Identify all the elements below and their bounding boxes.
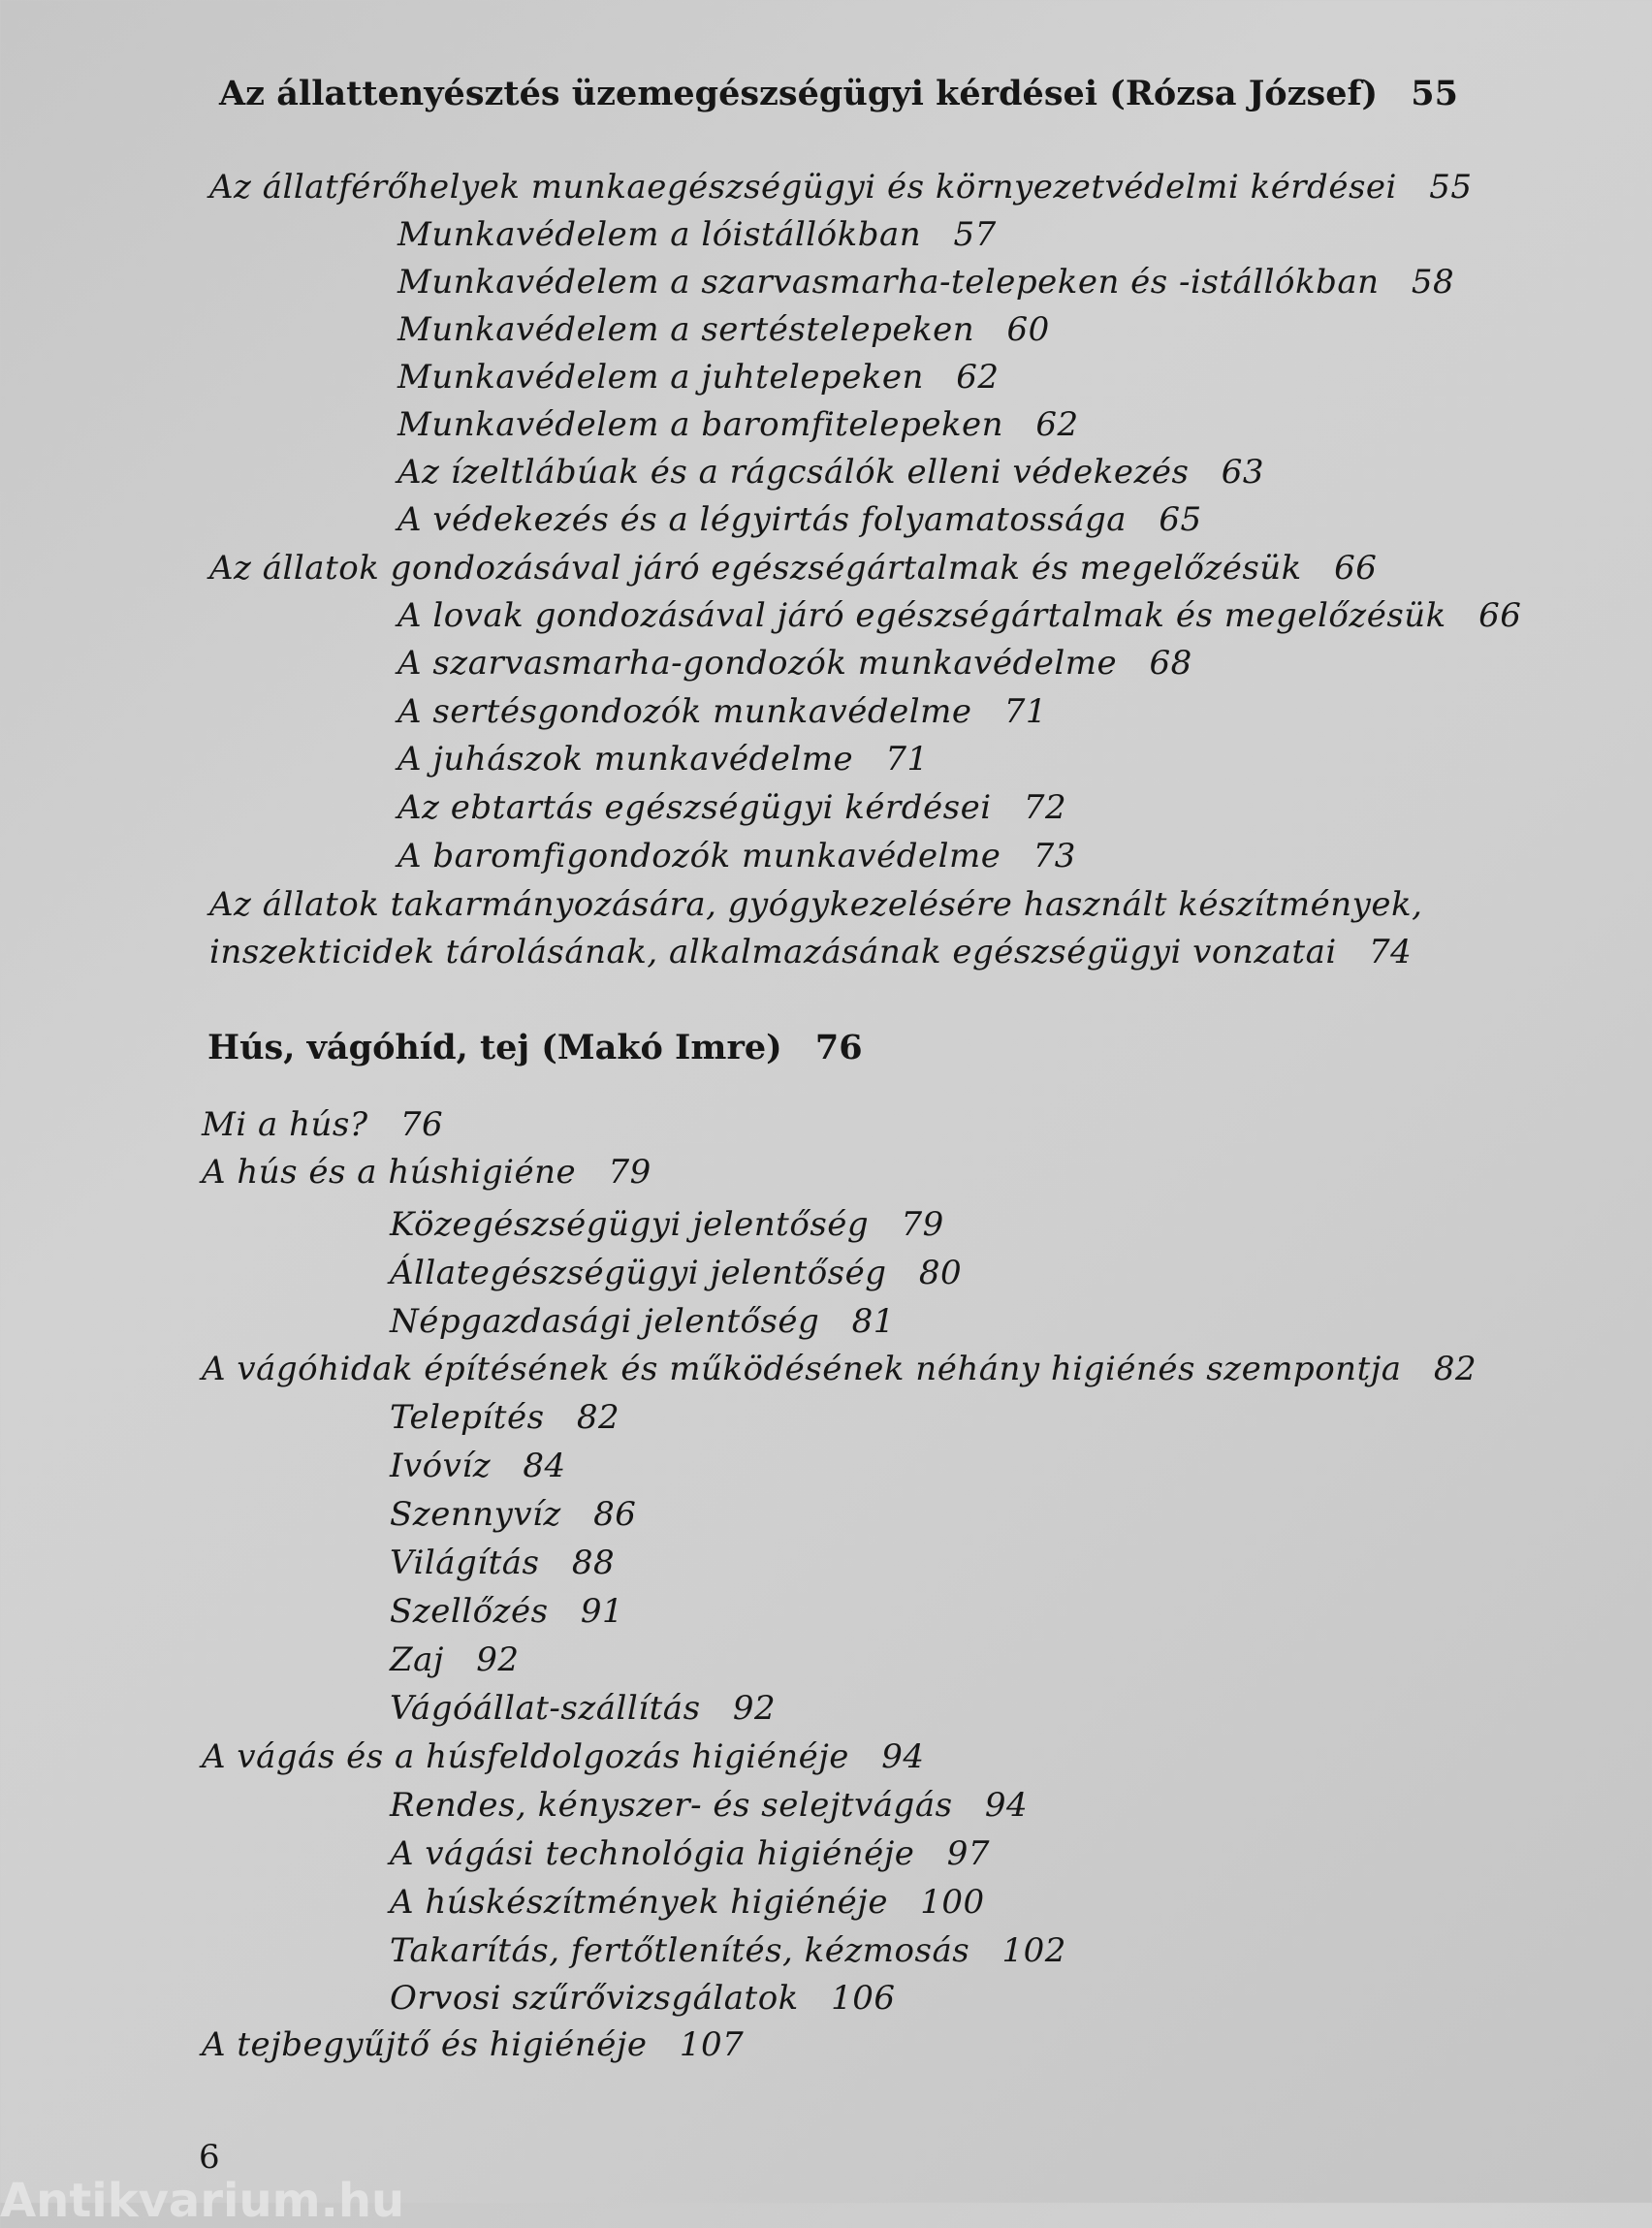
toc-entry-page: 55 bbox=[1429, 168, 1473, 207]
toc-entry bbox=[209, 549, 1377, 588]
toc-entry-text: inszekticidek tárolásának, alkalmazásának egészségügyi vonzatai bbox=[209, 933, 1337, 971]
toc-entry-page: 94 bbox=[984, 1786, 1029, 1825]
toc-entry-text: Rendes, kényszer- és selejtvágás bbox=[390, 1786, 953, 1825]
toc-entry-text: Az állatok takarmányozására, gyógykezelésére használt készítmények, bbox=[209, 885, 1423, 924]
toc-entry-text: Közegészségügyi jelentőség bbox=[390, 1205, 870, 1244]
page-number: 6 bbox=[199, 2138, 220, 2177]
toc-entry-page: 100 bbox=[920, 1883, 985, 1922]
toc-entry-text: A védekezés és a légyirtás folyamatossága bbox=[397, 500, 1128, 539]
toc-entry-text: Mi a hús? bbox=[202, 1105, 368, 1144]
toc-entry bbox=[202, 1350, 1477, 1388]
toc-entry-text: Munkavédelem a lóistállókban bbox=[397, 215, 922, 254]
toc-entry-page: 68 bbox=[1149, 644, 1192, 683]
toc-entry-text: Telepítés bbox=[390, 1398, 545, 1437]
section-page-number: 76 bbox=[814, 1028, 863, 1067]
toc-entry-text: A juhászok munkavédelme bbox=[397, 740, 854, 779]
toc-entry-text: A baromfigondozók munkavédelme bbox=[397, 837, 1001, 875]
toc-entry-page: 58 bbox=[1411, 263, 1455, 302]
section-title bbox=[207, 1028, 863, 1067]
toc-entry-text: A vágási technológia higiénéje bbox=[390, 1834, 915, 1873]
toc-entry bbox=[397, 644, 1192, 683]
toc-entry-text: Világítás bbox=[390, 1544, 540, 1582]
toc-entry bbox=[397, 788, 1066, 827]
toc-entry bbox=[397, 453, 1264, 492]
toc-entry-text: Szennyvíz bbox=[390, 1495, 561, 1534]
toc-entry-page: 92 bbox=[476, 1640, 520, 1679]
toc-entry-text: Vágóállat-szállítás bbox=[390, 1689, 701, 1728]
toc-entry-text: A hús és a húshigiéne bbox=[202, 1153, 577, 1192]
toc-entry bbox=[390, 1302, 895, 1341]
toc-entry-page: 72 bbox=[1023, 788, 1067, 827]
toc-entry-page: 73 bbox=[1032, 837, 1076, 875]
toc-entry-page: 79 bbox=[901, 1205, 944, 1244]
section-page-number: 55 bbox=[1411, 74, 1458, 113]
toc-entry-page: 82 bbox=[1433, 1350, 1477, 1388]
toc-entry-text: A vágás és a húsfeldolgozás higiénéje bbox=[202, 1737, 849, 1776]
section-title-text: Hús, vágóhíd, tej (Makó Imre) bbox=[207, 1028, 782, 1067]
toc-entry bbox=[397, 358, 1000, 397]
toc-entry bbox=[390, 1689, 776, 1728]
toc-entry-text: Az ízeltlábúak és a rágcsálók elleni védekezés bbox=[397, 453, 1190, 492]
toc-entry-page: 74 bbox=[1369, 933, 1413, 971]
toc-entry bbox=[390, 1640, 520, 1679]
toc-entry-text: Zaj bbox=[390, 1640, 444, 1679]
toc-entry-text: Orvosi szűrővizsgálatok bbox=[390, 1979, 799, 2018]
toc-entry bbox=[397, 215, 997, 254]
toc-entry-page: 102 bbox=[1001, 1931, 1066, 1970]
toc-entry-text: Munkavédelem a juhtelepeken bbox=[397, 358, 924, 397]
toc-entry bbox=[390, 1495, 636, 1534]
toc-entry bbox=[202, 2025, 744, 2064]
toc-entry-text: Az ebtartás egészségügyi kérdései bbox=[397, 788, 992, 827]
toc-entry-page: 106 bbox=[831, 1979, 896, 2018]
toc-entry-text: A vágóhidak építésének és működésének néhány higiénés szempontja bbox=[202, 1350, 1402, 1388]
toc-entry-page: 63 bbox=[1221, 453, 1265, 492]
toc-entry bbox=[209, 168, 1472, 207]
toc-entry-text: Munkavédelem a baromfitelepeken bbox=[397, 405, 1004, 444]
toc-entry-text: Munkavédelem a szarvasmarha-telepeken és -istállókban bbox=[397, 263, 1380, 302]
toc-entry-text: Munkavédelem a sertéstelepeken bbox=[397, 310, 975, 349]
toc-entry bbox=[397, 596, 1521, 635]
section-title-text: Az állattenyésztés üzemegészségügyi kérdései (Rózsa József) bbox=[219, 74, 1379, 113]
toc-entry-page: 80 bbox=[918, 1254, 963, 1292]
toc-entry-page: 79 bbox=[608, 1153, 651, 1192]
toc-entry-text: Népgazdasági jelentőség bbox=[390, 1302, 820, 1341]
toc-entry bbox=[390, 1592, 623, 1631]
toc-entry-page: 65 bbox=[1159, 500, 1202, 539]
toc-entry-text: Az állatok gondozásával járó egészségártalmak és megelőzésük bbox=[209, 549, 1302, 588]
toc-entry-text: Ivóvíz bbox=[390, 1447, 492, 1485]
toc-entry bbox=[390, 1544, 615, 1582]
toc-entry-page: 66 bbox=[1334, 549, 1378, 588]
toc-entry-text: A húskészítmények higiénéje bbox=[390, 1883, 888, 1922]
toc-entry bbox=[202, 1153, 651, 1192]
toc-entry-page: 62 bbox=[956, 358, 1000, 397]
toc-entry-page: 107 bbox=[679, 2025, 745, 2064]
toc-entry bbox=[390, 1834, 990, 1873]
watermark-logo: Antikvarium.hu bbox=[0, 2174, 405, 2228]
toc-entry bbox=[209, 885, 1422, 924]
toc-entry-page: 66 bbox=[1478, 596, 1522, 635]
toc-entry-page: 81 bbox=[851, 1302, 895, 1341]
toc-entry bbox=[390, 1786, 1028, 1825]
toc-entry-text: A szarvasmarha-gondozók munkavédelme bbox=[397, 644, 1118, 683]
toc-entry-page: 91 bbox=[580, 1592, 624, 1631]
toc-entry-page: 71 bbox=[885, 740, 929, 779]
toc-entry bbox=[397, 405, 1079, 444]
toc-entry bbox=[397, 263, 1454, 302]
toc-entry-text: A lovak gondozásával járó egészségártalmak és megelőzésük bbox=[397, 596, 1446, 635]
toc-entry-page: 76 bbox=[399, 1105, 444, 1144]
toc-entry bbox=[390, 1883, 985, 1922]
toc-entry-text: Állategészségügyi jelentőség bbox=[390, 1254, 887, 1292]
toc-entry bbox=[390, 1447, 566, 1485]
toc-entry bbox=[209, 933, 1412, 971]
toc-entry bbox=[390, 1931, 1066, 1970]
toc-entry-page: 60 bbox=[1006, 310, 1050, 349]
toc-entry bbox=[397, 310, 1050, 349]
toc-entry bbox=[202, 1105, 443, 1144]
toc-entry-page: 97 bbox=[946, 1834, 990, 1873]
toc-entry bbox=[390, 1398, 620, 1437]
toc-entry bbox=[397, 692, 1047, 731]
toc-entry bbox=[397, 500, 1202, 539]
section-title bbox=[219, 74, 1458, 113]
toc-entry-page: 82 bbox=[576, 1398, 620, 1437]
toc-entry bbox=[202, 1737, 924, 1776]
toc-entry-page: 88 bbox=[571, 1544, 616, 1582]
toc-entry-page: 94 bbox=[881, 1737, 925, 1776]
toc-entry-page: 57 bbox=[953, 215, 997, 254]
toc-entry bbox=[397, 740, 929, 779]
toc-entry bbox=[397, 837, 1076, 875]
toc-entry-page: 84 bbox=[523, 1447, 566, 1485]
toc-entry-text: Szellőzés bbox=[390, 1592, 549, 1631]
toc-entry-text: Takarítás, fertőtlenítés, kézmosás bbox=[390, 1931, 970, 1970]
toc-entry-page: 62 bbox=[1035, 405, 1079, 444]
toc-entry-text: Az állatférőhelyek munkaegészségügyi és környezetvédelmi kérdései bbox=[209, 168, 1397, 207]
toc-entry bbox=[390, 1979, 896, 2018]
toc-entry bbox=[390, 1205, 944, 1244]
toc-entry-page: 86 bbox=[593, 1495, 637, 1534]
toc-entry-text: A tejbegyűjtő és higiénéje bbox=[202, 2025, 648, 2064]
toc-entry-page: 71 bbox=[1003, 692, 1048, 731]
toc-entry bbox=[390, 1254, 962, 1292]
toc-entry-page: 92 bbox=[732, 1689, 777, 1728]
toc-entry-text: A sertésgondozók munkavédelme bbox=[397, 692, 972, 731]
